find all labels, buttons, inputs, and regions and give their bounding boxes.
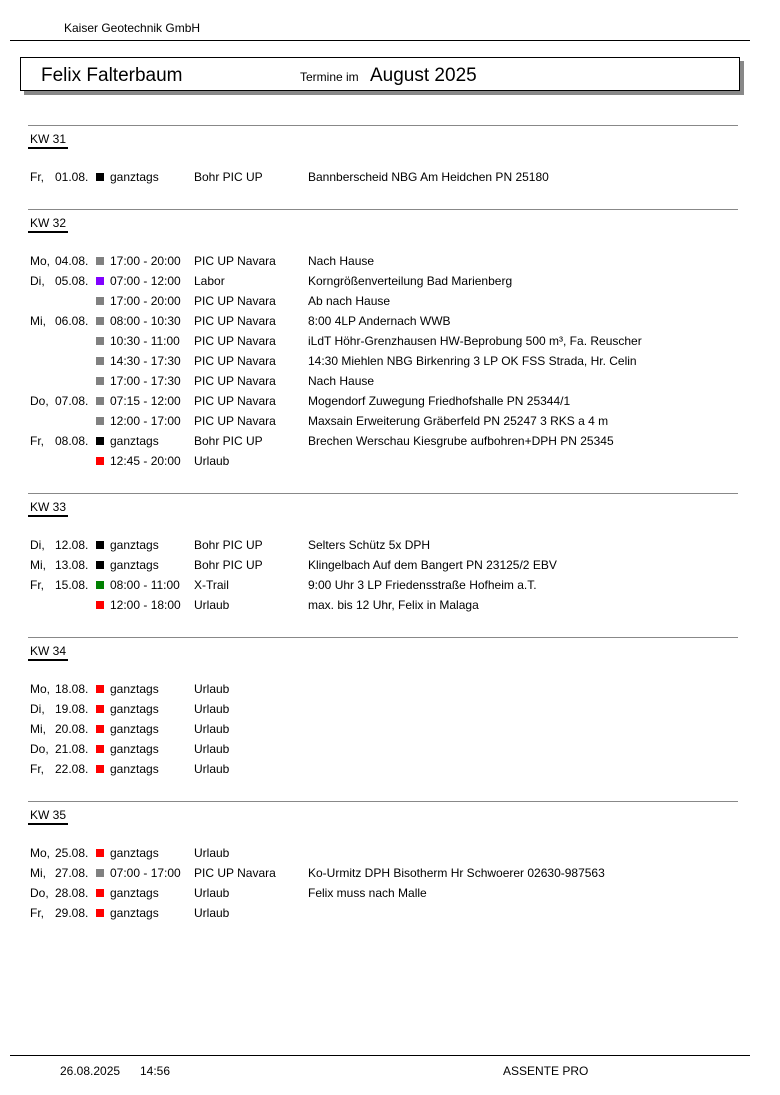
category-label: Urlaub	[194, 722, 230, 736]
date-label: 29.08.	[55, 906, 89, 920]
description-label: Nach Hause	[308, 374, 375, 388]
time-label: 17:00 - 20:00	[110, 294, 181, 308]
category-label: Bohr PIC UP	[194, 558, 263, 572]
category-color-marker	[96, 869, 104, 877]
category-label: PIC UP Navara	[194, 294, 276, 308]
week-section	[28, 801, 738, 923]
category-color-marker	[96, 257, 104, 265]
week-label: KW 34	[28, 644, 68, 661]
appointment-row[interactable]	[28, 391, 738, 411]
appointment-row[interactable]	[28, 903, 738, 923]
time-label: 12:00 - 17:00	[110, 414, 181, 428]
category-label: Bohr PIC UP	[194, 434, 263, 448]
category-label: Urlaub	[194, 454, 230, 468]
week-section	[28, 125, 738, 187]
appointment-row[interactable]	[28, 251, 738, 271]
time-label: 08:00 - 10:30	[110, 314, 181, 328]
time-label: ganztags	[110, 906, 159, 920]
header-divider	[10, 40, 750, 41]
date-label: 01.08.	[55, 170, 89, 184]
day-label: Fr,	[30, 170, 44, 184]
appointment-row[interactable]	[28, 759, 738, 779]
week-label: KW 35	[28, 808, 68, 825]
time-label: ganztags	[110, 702, 159, 716]
appointment-row[interactable]	[28, 575, 738, 595]
footer-divider	[10, 1055, 750, 1056]
time-label: ganztags	[110, 170, 159, 184]
category-color-marker	[96, 457, 104, 465]
day-label: Mo,	[30, 682, 51, 696]
category-color-marker	[96, 725, 104, 733]
description-label: 9:00 Uhr 3 LP Friedensstraße Hofheim a.T.	[308, 578, 537, 592]
appointment-row[interactable]	[28, 271, 738, 291]
description-label: Korngrößenverteilung Bad Marienberg	[308, 274, 513, 288]
date-label: 28.08.	[55, 886, 89, 900]
category-color-marker	[96, 765, 104, 773]
day-label: Fr,	[30, 762, 44, 776]
time-label: 07:00 - 17:00	[110, 866, 181, 880]
appointment-row[interactable]	[28, 167, 738, 187]
description-label: 14:30 Miehlen NBG Birkenring 3 LP OK FSS Strada, Hr. Celin	[308, 354, 637, 368]
time-label: 12:45 - 20:00	[110, 454, 181, 468]
category-label: PIC UP Navara	[194, 334, 276, 348]
appointment-row[interactable]	[28, 431, 738, 451]
date-label: 21.08.	[55, 742, 89, 756]
day-label: Mi,	[30, 722, 46, 736]
time-label: 08:00 - 11:00	[110, 578, 180, 592]
day-label: Mi,	[30, 558, 46, 572]
time-label: 17:00 - 17:30	[110, 374, 181, 388]
date-label: 20.08.	[55, 722, 89, 736]
appointment-row[interactable]	[28, 371, 738, 391]
category-color-marker	[96, 317, 104, 325]
day-label: Fr,	[30, 434, 44, 448]
description-label: Maxsain Erweiterung Gräberfeld PN 25247 3 RKS a 4 m	[308, 414, 609, 428]
time-label: ganztags	[110, 742, 159, 756]
description-label: Selters Schütz 5x DPH	[308, 538, 431, 552]
description-label: Ko-Urmitz DPH Bisotherm Hr Schwoerer 02630-987563	[308, 866, 605, 880]
appointment-row[interactable]	[28, 595, 738, 615]
time-label: ganztags	[110, 722, 159, 736]
category-color-marker	[96, 909, 104, 917]
day-label: Di,	[30, 702, 45, 716]
description-label: iLdT Höhr-Grenzhausen HW-Beprobung 500 m³, Fa. Reuscher	[308, 334, 642, 348]
person-name: Felix Falterbaum	[41, 65, 183, 86]
category-label: PIC UP Navara	[194, 414, 276, 428]
category-color-marker	[96, 561, 104, 569]
category-label: Urlaub	[194, 762, 230, 776]
time-label: 07:15 - 12:00	[110, 394, 181, 408]
category-color-marker	[96, 397, 104, 405]
date-label: 07.08.	[55, 394, 89, 408]
appointment-row[interactable]	[28, 535, 738, 555]
category-color-marker	[96, 849, 104, 857]
time-label: 14:30 - 17:30	[110, 354, 181, 368]
category-label: Urlaub	[194, 906, 230, 920]
category-label: PIC UP Navara	[194, 374, 276, 388]
category-label: Bohr PIC UP	[194, 170, 263, 184]
appointment-row[interactable]	[28, 351, 738, 371]
date-label: 13.08.	[55, 558, 89, 572]
appointment-row[interactable]	[28, 555, 738, 575]
category-color-marker	[96, 297, 104, 305]
day-label: Di,	[30, 538, 45, 552]
day-label: Mi,	[30, 866, 46, 880]
category-color-marker	[96, 357, 104, 365]
time-label: ganztags	[110, 538, 159, 552]
day-label: Mi,	[30, 314, 46, 328]
time-label: ganztags	[110, 846, 159, 860]
week-label: KW 33	[28, 500, 68, 517]
appointment-row[interactable]	[28, 679, 738, 699]
category-color-marker	[96, 337, 104, 345]
category-label: Bohr PIC UP	[194, 538, 263, 552]
week-label: KW 31	[28, 132, 68, 149]
category-label: Urlaub	[194, 702, 230, 716]
category-label: PIC UP Navara	[194, 254, 276, 268]
time-label: ganztags	[110, 762, 159, 776]
category-color-marker	[96, 377, 104, 385]
category-label: PIC UP Navara	[194, 354, 276, 368]
day-label: Do,	[30, 394, 49, 408]
date-label: 25.08.	[55, 846, 89, 860]
time-label: ganztags	[110, 558, 159, 572]
day-label: Do,	[30, 742, 49, 756]
day-label: Di,	[30, 274, 45, 288]
date-label: 12.08.	[55, 538, 89, 552]
time-label: 10:30 - 11:00	[110, 334, 180, 348]
title-month: August 2025	[370, 65, 477, 86]
title-box	[20, 57, 740, 91]
category-color-marker	[96, 601, 104, 609]
appointment-row[interactable]	[28, 739, 738, 759]
time-label: 17:00 - 20:00	[110, 254, 181, 268]
appointment-row[interactable]	[28, 883, 738, 903]
description-label: 8:00 4LP Andernach WWB	[308, 314, 451, 328]
time-label: 07:00 - 12:00	[110, 274, 181, 288]
description-label: Bannberscheid NBG Am Heidchen PN 25180	[308, 170, 549, 184]
time-label: ganztags	[110, 886, 159, 900]
week-label: KW 32	[28, 216, 68, 233]
category-color-marker	[96, 277, 104, 285]
day-label: Mo,	[30, 846, 51, 860]
print-time: 14:56	[140, 1064, 171, 1078]
title-label: Termine im	[300, 70, 359, 84]
date-label: 15.08.	[55, 578, 89, 592]
category-label: Labor	[194, 274, 225, 288]
company-name: Kaiser Geotechnik GmbH	[64, 21, 201, 35]
category-label: Urlaub	[194, 846, 230, 860]
category-color-marker	[96, 889, 104, 897]
description-label: max. bis 12 Uhr, Felix in Malaga	[308, 598, 479, 612]
appointment-row[interactable]	[28, 311, 738, 331]
category-color-marker	[96, 437, 104, 445]
date-label: 19.08.	[55, 702, 89, 716]
description-label: Klingelbach Auf dem Bangert PN 23125/2 EBV	[308, 558, 557, 572]
print-date: 26.08.2025	[60, 1064, 121, 1078]
week-sections	[28, 125, 738, 945]
week-section	[28, 209, 738, 471]
day-label: Do,	[30, 886, 49, 900]
date-label: 06.08.	[55, 314, 89, 328]
appointment-row[interactable]	[28, 699, 738, 719]
day-label: Mo,	[30, 254, 51, 268]
category-label: Urlaub	[194, 886, 230, 900]
category-label: Urlaub	[194, 598, 230, 612]
week-section	[28, 493, 738, 615]
category-color-marker	[96, 417, 104, 425]
category-color-marker	[96, 541, 104, 549]
appointment-row[interactable]	[28, 843, 738, 863]
date-label: 08.08.	[55, 434, 89, 448]
appointment-row[interactable]	[28, 863, 738, 883]
description-label: Nach Hause	[308, 254, 375, 268]
day-label: Fr,	[30, 906, 44, 920]
category-color-marker	[96, 745, 104, 753]
day-label: Fr,	[30, 578, 44, 592]
category-color-marker	[96, 173, 104, 181]
category-color-marker	[96, 685, 104, 693]
category-label: Urlaub	[194, 682, 230, 696]
category-label: PIC UP Navara	[194, 314, 276, 328]
time-label: ganztags	[110, 434, 159, 448]
description-label: Brechen Werschau Kiesgrube aufbohren+DPH PN 25345	[308, 434, 614, 448]
time-label: ganztags	[110, 682, 159, 696]
date-label: 22.08.	[55, 762, 89, 776]
appointment-row[interactable]	[28, 719, 738, 739]
date-label: 05.08.	[55, 274, 89, 288]
category-color-marker	[96, 705, 104, 713]
appointment-row[interactable]	[28, 451, 738, 471]
description-label: Felix muss nach Malle	[308, 886, 427, 900]
appointment-row[interactable]	[28, 411, 738, 431]
category-label: Urlaub	[194, 742, 230, 756]
date-label: 18.08.	[55, 682, 89, 696]
appointment-row[interactable]	[28, 331, 738, 351]
category-label: PIC UP Navara	[194, 866, 276, 880]
week-section	[28, 637, 738, 779]
category-color-marker	[96, 581, 104, 589]
category-label: PIC UP Navara	[194, 394, 276, 408]
date-label: 04.08.	[55, 254, 89, 268]
description-label: Mogendorf Zuwegung Friedhofshalle PN 25344/1	[308, 394, 571, 408]
appointment-row[interactable]	[28, 291, 738, 311]
category-label: X-Trail	[194, 578, 229, 592]
date-label: 27.08.	[55, 866, 89, 880]
time-label: 12:00 - 18:00	[110, 598, 181, 612]
app-name: ASSENTE PRO	[503, 1064, 589, 1078]
description-label: Ab nach Hause	[308, 294, 391, 308]
